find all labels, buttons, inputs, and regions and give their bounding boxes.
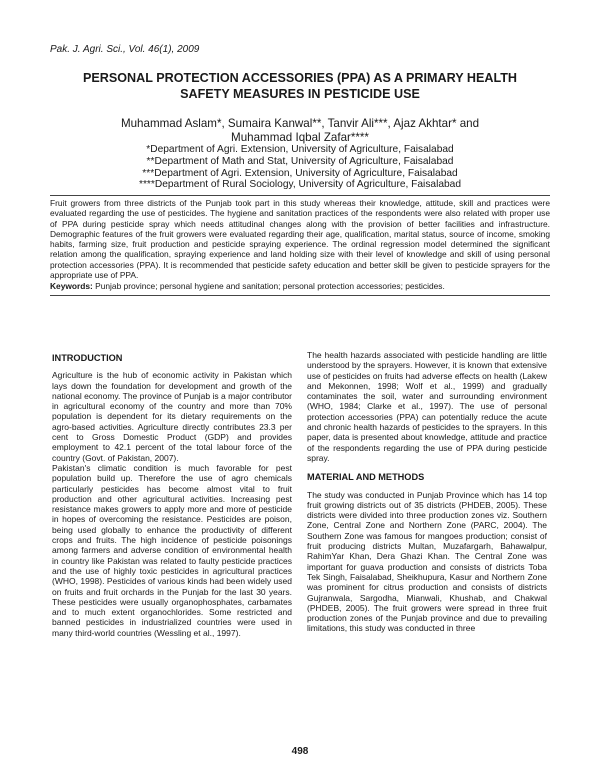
authors-line-1: Muhammad Aslam*, Sumaira Kanwal**, Tanvir Ali***, Ajaz Akhtar* and — [120, 117, 480, 130]
keywords-text: Punjab province; personal hygiene and sanitation; personal protection accessories; pesticides. — [95, 281, 445, 292]
authors — [60, 117, 540, 145]
title-line-2: SAFETY MEASURES IN PESTICIDE USE — [180, 87, 420, 101]
paper-title — [40, 70, 560, 102]
abstract-box — [50, 195, 550, 296]
methods-paragraph-1: The study was conducted in Punjab Province which has 14 top fruit growing districts out of 35 districts (PHDEB, 2005). These districts were divided into three production zones viz. Southern Zone, Central Zone and Northern Zone (PARC, 2004). The Southern Zone was famous for mangoes production; consist of fruit producing districts Multan, Muzafargarh, Bahawalpur, RahimYar Khan, Dera Ghazi Khan. The Central Zone was important for guava production and consists of districts Toba Tek Singh, Faisalabad, Sheikhupura, Kasur and Northern Zone was prominent for citrus production and consists of districts Gujranwala, Sargodha, Mianwali, Khushab, and Chakwal (PHDEB, 2005). The fruit growers were spread in three fruit production zones of the Punjab province and due to prevailing limitations, this study was conducted in three — [307, 489, 547, 634]
introduction-paragraph-3: The health hazards associated with pesticide handling are little understood by the sprayers. However, it is known that extensive use of pesticides on fruits had adverse effects on health (Lakew and Mekonnen, 1998; Wolf et al., 1999) and gradually contaminates the soil, water and surrounding environment (WHO, 1984; Clarke et al., 1997). The use of personal protection accessories (PPA) can potentially reduce the acute and chronic health hazards of pesticides to the sprayers. In this paper, data is presented about knowledge, attitude and practice of the respondents regarding the use of PPA during pesticide spray. — [307, 350, 548, 463]
journal-citation: Pak. J. Agri. Sci., Vol. 46(1), 2009 — [50, 44, 200, 55]
abstract-text: Fruit growers from three districts of the Punjab took part in this study whereas their knowledge, attitude, skill and practices were evaluated regarding the use of pesticides. The hygiene and sanitation practices of the respondents were also related with proper use of PPA during pesticide spray which needs attitudinal changes along with the provision of better facilities and infrastructure. Demographic features of the fruit growers were evaluated regarding their age, qualification, marital status, source of income, smoking habits, farming size, fruit production and pesticide spraying experience. The ordinal regression model determined the significant relation among the qualification, spraying experience and land holding size with their level of knowledge and skill of using personal protection accessories (PPA). It is recommended that pesticide safety education and better skill be given to pesticide sprayers for the appropriate use of PPA. — [50, 198, 550, 281]
authors-line-2: Muhammad Iqbal Zafar**** — [231, 131, 369, 144]
methods-heading: MATERIAL AND METHODS — [307, 472, 425, 483]
affiliations — [60, 144, 540, 191]
affiliation-2: **Department of Math and Stat, University of Agriculture, Faisalabad — [146, 155, 454, 167]
affiliation-4: ****Department of Rural Sociology, University of Agriculture, Faisalabad — [139, 179, 461, 191]
right-column — [307, 350, 547, 643]
keywords-label: Keywords: — [50, 281, 93, 292]
keywords — [50, 281, 550, 291]
introduction-heading: INTRODUCTION — [52, 353, 123, 363]
page-number: 498 — [291, 746, 309, 757]
affiliation-3: ***Department of Agri. Extension, University of Agriculture, Faisalabad — [142, 167, 458, 179]
title-line-1: PERSONAL PROTECTION ACCESSORIES (PPA) AS A PRIMARY HEALTH — [82, 71, 518, 85]
left-column — [52, 351, 292, 647]
affiliation-1: *Department of Agri. Extension, University of Agriculture, Faisalabad — [146, 144, 454, 155]
introduction-paragraph-1: Agriculture is the hub of economic activity in Pakistan which lays down the foundation for development and growth of the national economy. The province of Punjab is a major contributor in agricultural economy of the country and more than 70% population is dependent for its dietary requirements on the agro-based activities. Agriculture directly contributes 23.3 per cent to Gross Domestic Product (GDP) and provides employment to 42.1 percent of the total labour force of the country (Govt. of Pakistan, 2007). — [52, 370, 292, 463]
introduction-paragraph-2: Pakistan's climatic condition is much favorable for pest population build up. Therefore the use of agro chemicals particularly pesticides has become almost vital to fruit production and other agricultural activities. Increasing pest resistance makes growers to apply more and more of pesticide in hopes of overcoming the resistance. Pesticides are poison, being used globally to enhance the productivity of different crops and fruits. The high incidence of pesticide poisonings among farmers and adverse condition of environmental health in country like Pakistan was related to faulty pesticide practices and the use of highly toxic pesticides in agricultural practices (WHO, 1998). Pesticides of various kinds had been widely used on fruits and fruit orchards in the Punjab for the last 30 years. These pesticides were usually organophosphates, carbamates and to much extent organochlorides. Some restricted and banned pesticides in industrialized countries were used in many third-world countries (Wessling et al., 1997). — [52, 462, 292, 638]
